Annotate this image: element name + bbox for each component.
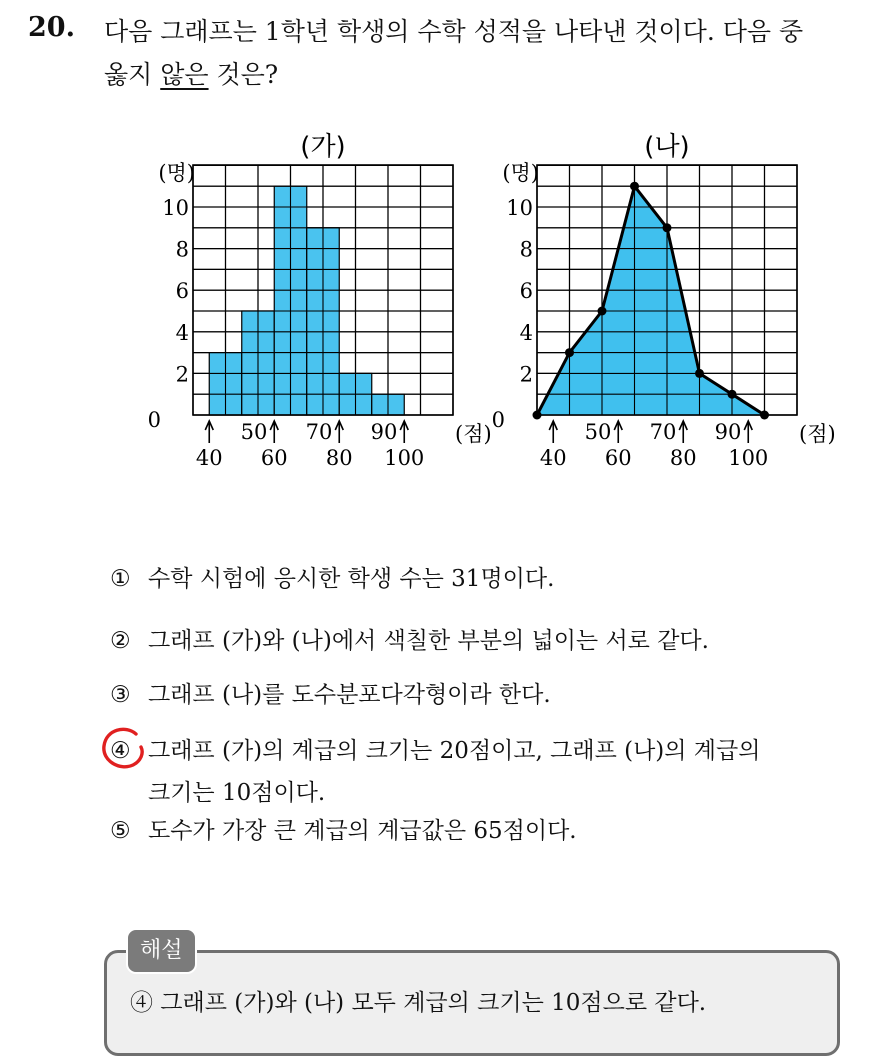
question-text-pre: 옳지: [104, 60, 161, 89]
option-number: ⑤: [110, 818, 131, 844]
polygon-point: [598, 307, 607, 316]
polygon-point: [728, 390, 737, 399]
question-underlined-word: 않은: [160, 60, 209, 89]
polygon-point: [663, 223, 672, 232]
explanation-text: ④ 그래프 (가)와 (나) 모두 계급의 크기는 10점으로 같다.: [130, 990, 707, 1016]
x-tick-label-lower: 40: [195, 446, 223, 470]
option-number: ③: [110, 682, 131, 708]
question-text-post: 것은?: [208, 60, 279, 89]
option-number: ①: [110, 566, 131, 592]
explanation-label: 해설: [126, 928, 197, 974]
polygon-point: [565, 348, 574, 357]
option-item: [148, 774, 325, 807]
y-tick-label: 0: [147, 408, 161, 432]
y-axis-unit: (명): [502, 161, 539, 185]
y-tick-label: 6: [519, 279, 533, 304]
option-item: [110, 560, 554, 593]
x-tick-label-upper: 50: [584, 420, 612, 444]
option-item: [110, 622, 709, 655]
option-item: [110, 812, 577, 845]
x-tick-label-lower: 40: [539, 446, 567, 470]
x-tick-label-lower: 80: [669, 446, 697, 470]
y-tick-label: 2: [175, 362, 189, 387]
x-tick-label-lower: 80: [325, 446, 353, 470]
y-tick-label: 4: [175, 320, 189, 345]
x-axis-unit: (점): [455, 422, 492, 446]
polygon-fill: [537, 186, 765, 415]
polygon-point: [630, 182, 639, 191]
y-tick-label: 0: [491, 408, 505, 432]
x-tick-label-lower: 60: [260, 446, 288, 470]
option-item: [110, 732, 760, 765]
chart-title: (가): [300, 132, 346, 162]
option-number: ②: [110, 628, 131, 654]
option-text: 그래프 (나)를 도수분포다각형이라 한다.: [148, 682, 551, 708]
answer-circle-mark: [100, 725, 146, 771]
option-text: 그래프 (가)와 (나)에서 색칠한 부분의 넓이는 서로 같다.: [148, 628, 709, 654]
x-tick-label-lower: 60: [604, 446, 632, 470]
y-axis-unit: (명): [158, 161, 195, 185]
x-tick-label-upper: 90: [714, 420, 742, 444]
x-tick-label-upper: 70: [649, 420, 677, 444]
y-tick-label: 6: [175, 279, 189, 304]
frequency-polygon-chart: [492, 132, 836, 470]
y-tick-label: 8: [519, 237, 533, 262]
option-text: 도수가 가장 큰 계급의 계급값은 65점이다.: [148, 818, 577, 844]
x-tick-label-upper: 50: [240, 420, 268, 444]
y-tick-label: 10: [162, 196, 189, 220]
x-axis-unit: (점): [799, 422, 836, 446]
histogram-chart: [148, 132, 492, 470]
option-text: 크기는 10점이다.: [148, 780, 326, 806]
question-number: 20.: [28, 12, 75, 43]
y-tick-label: 8: [175, 237, 189, 262]
option-text: 그래프 (가)의 계급의 크기는 20점이고, 그래프 (나)의 계급의: [148, 738, 761, 764]
chart-title: (나): [644, 132, 690, 162]
x-tick-label-upper: 70: [305, 420, 333, 444]
y-tick-label: 4: [519, 320, 533, 345]
y-tick-label: 2: [519, 362, 533, 387]
x-tick-label-upper: 90: [370, 420, 398, 444]
y-tick-label: 10: [506, 196, 533, 220]
x-tick-label-lower: 100: [728, 446, 769, 470]
option-text: 수학 시험에 응시한 학생 수는 31명이다.: [148, 566, 555, 592]
polygon-point: [695, 369, 704, 378]
option-item: [110, 676, 551, 709]
option-number: ④: [110, 738, 131, 764]
x-tick-label-lower: 100: [384, 446, 425, 470]
question-text-line1: 다음 그래프는 1학년 학생의 수학 성적을 나타낸 것이다. 다음 중: [104, 17, 804, 46]
